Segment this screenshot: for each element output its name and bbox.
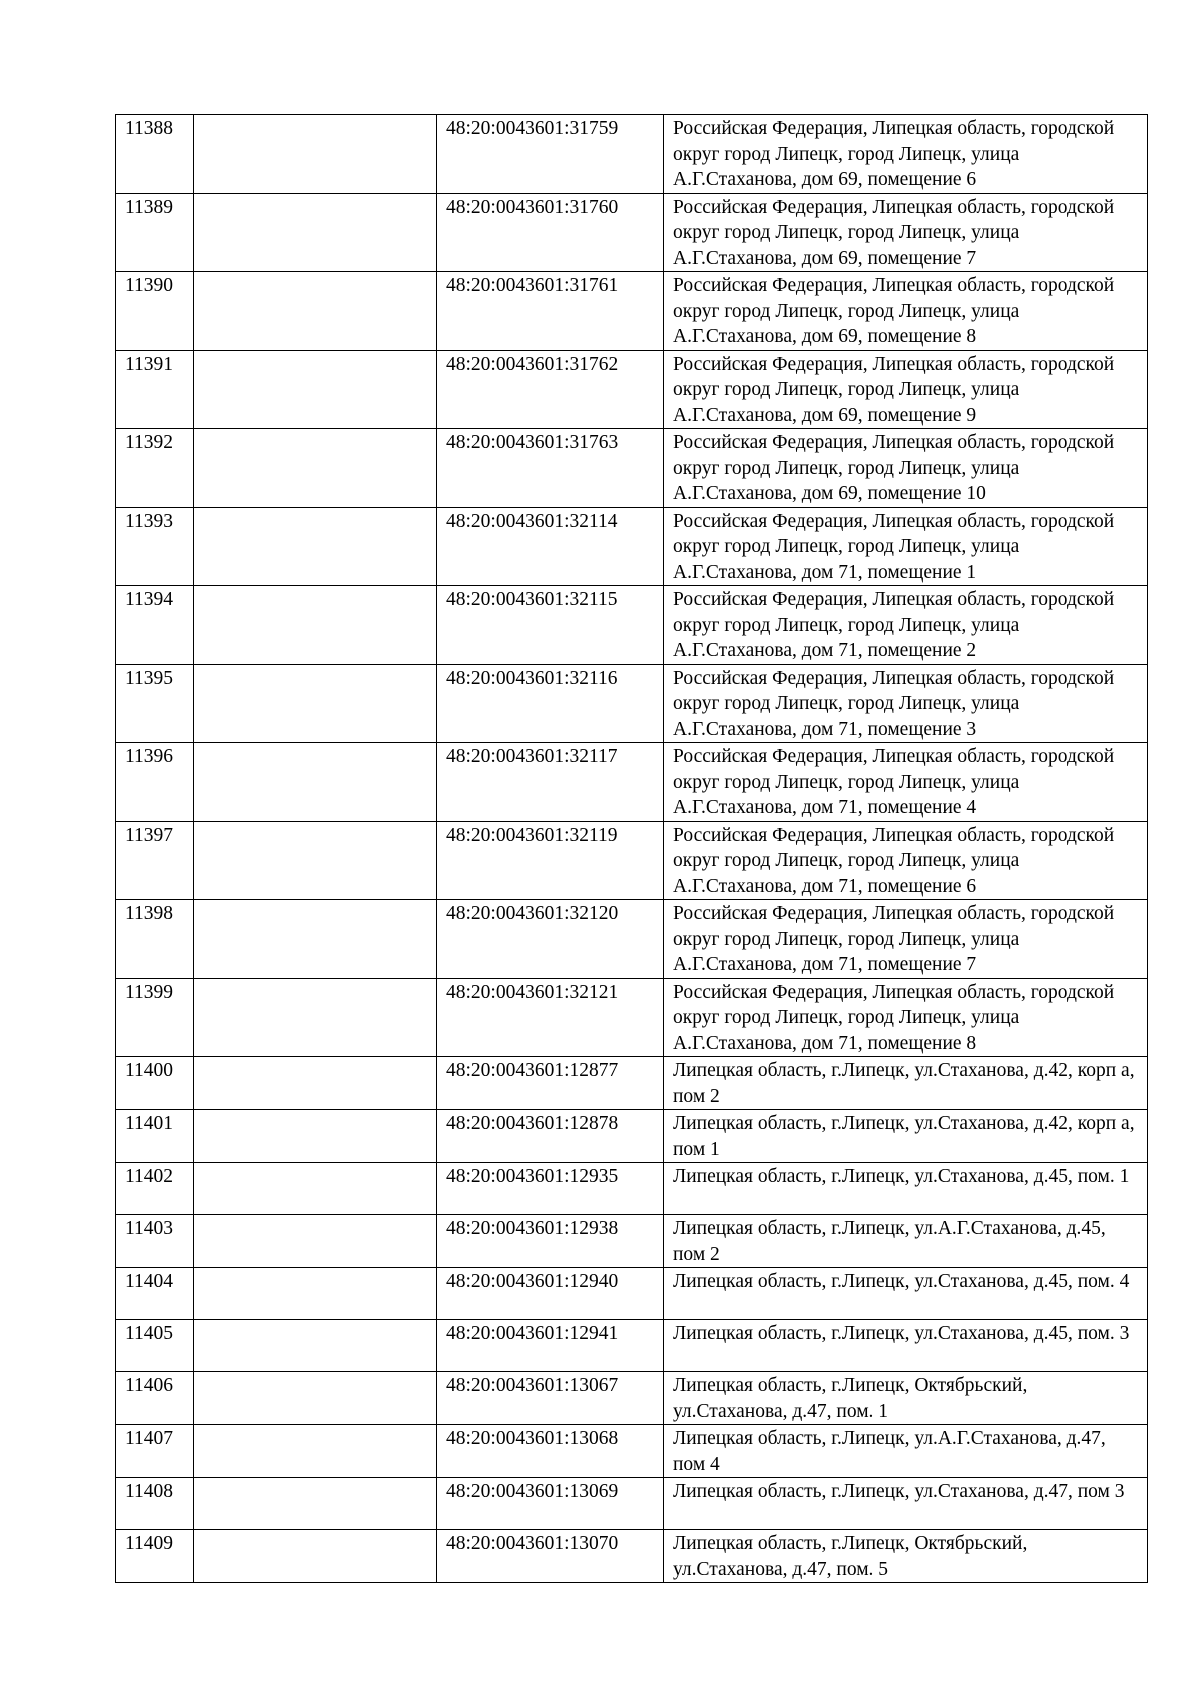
owner-cell bbox=[194, 193, 437, 272]
row-number-cell: 11394 bbox=[116, 586, 194, 665]
row-number-cell: 11404 bbox=[116, 1268, 194, 1320]
address-cell: Липецкая область, г.Липецк, ул.Стаханова, д.47, пом 3 bbox=[664, 1478, 1148, 1530]
table-row bbox=[116, 115, 1148, 194]
cadastral-number-cell: 48:20:0043601:12938 bbox=[437, 1215, 664, 1268]
table-row bbox=[116, 1478, 1148, 1530]
address-cell: Липецкая область, г.Липецк, ул.Стаханова, д.42, корп а, пом 2 bbox=[664, 1057, 1148, 1110]
table-row bbox=[116, 586, 1148, 665]
owner-cell bbox=[194, 1057, 437, 1110]
address-cell: Российская Федерация, Липецкая область, городской округ город Липецк, город Липецк, улица А.Г.Стаханова, дом 69, помещение 8 bbox=[664, 272, 1148, 351]
address-cell: Липецкая область, г.Липецк, ул.Стаханова, д.42, корп а, пом 1 bbox=[664, 1110, 1148, 1163]
cadastral-number-cell: 48:20:0043601:32117 bbox=[437, 743, 664, 822]
owner-cell bbox=[194, 978, 437, 1057]
row-number-cell: 11406 bbox=[116, 1372, 194, 1425]
cadastral-number-cell: 48:20:0043601:12877 bbox=[437, 1057, 664, 1110]
address-cell: Липецкая область, г.Липецк, ул.А.Г.Стаханова, д.45, пом 2 bbox=[664, 1215, 1148, 1268]
table-row bbox=[116, 429, 1148, 508]
address-cell: Российская Федерация, Липецкая область, городской округ город Липецк, город Липецк, улица А.Г.Стаханова, дом 71, помещение 8 bbox=[664, 978, 1148, 1057]
address-cell: Липецкая область, г.Липецк, ул.А.Г.Стаханова, д.47, пом 4 bbox=[664, 1425, 1148, 1478]
row-number-cell: 11402 bbox=[116, 1163, 194, 1215]
cadastral-number-cell: 48:20:0043601:12878 bbox=[437, 1110, 664, 1163]
cadastral-number-cell: 48:20:0043601:31762 bbox=[437, 350, 664, 429]
owner-cell bbox=[194, 1530, 437, 1583]
cadastral-number-cell: 48:20:0043601:12940 bbox=[437, 1268, 664, 1320]
row-number-cell: 11405 bbox=[116, 1320, 194, 1372]
owner-cell bbox=[194, 1163, 437, 1215]
table-row bbox=[116, 978, 1148, 1057]
cadastral-number-cell: 48:20:0043601:13070 bbox=[437, 1530, 664, 1583]
table-row bbox=[116, 1163, 1148, 1215]
address-cell: Российская Федерация, Липецкая область, городской округ город Липецк, город Липецк, улица А.Г.Стаханова, дом 69, помещение 9 bbox=[664, 350, 1148, 429]
registry-table-body bbox=[116, 115, 1148, 1583]
cadastral-number-cell: 48:20:0043601:13067 bbox=[437, 1372, 664, 1425]
address-cell: Российская Федерация, Липецкая область, городской округ город Липецк, город Липецк, улица А.Г.Стаханова, дом 71, помещение 2 bbox=[664, 586, 1148, 665]
table-row bbox=[116, 1372, 1148, 1425]
table-row bbox=[116, 1215, 1148, 1268]
row-number-cell: 11395 bbox=[116, 664, 194, 743]
cadastral-number-cell: 48:20:0043601:32119 bbox=[437, 821, 664, 900]
owner-cell bbox=[194, 272, 437, 351]
owner-cell bbox=[194, 664, 437, 743]
address-cell: Российская Федерация, Липецкая область, городской округ город Липецк, город Липецк, улица А.Г.Стаханова, дом 71, помещение 3 bbox=[664, 664, 1148, 743]
table-row bbox=[116, 1320, 1148, 1372]
row-number-cell: 11389 bbox=[116, 193, 194, 272]
row-number-cell: 11403 bbox=[116, 1215, 194, 1268]
address-cell: Российская Федерация, Липецкая область, городской округ город Липецк, город Липецк, улица А.Г.Стаханова, дом 69, помещение 6 bbox=[664, 115, 1148, 194]
cadastral-number-cell: 48:20:0043601:32120 bbox=[437, 900, 664, 979]
owner-cell bbox=[194, 1425, 437, 1478]
owner-cell bbox=[194, 1320, 437, 1372]
address-cell: Российская Федерация, Липецкая область, городской округ город Липецк, город Липецк, улица А.Г.Стаханова, дом 69, помещение 7 bbox=[664, 193, 1148, 272]
cadastral-number-cell: 48:20:0043601:32116 bbox=[437, 664, 664, 743]
row-number-cell: 11407 bbox=[116, 1425, 194, 1478]
cadastral-number-cell: 48:20:0043601:13069 bbox=[437, 1478, 664, 1530]
row-number-cell: 11397 bbox=[116, 821, 194, 900]
cadastral-number-cell: 48:20:0043601:32115 bbox=[437, 586, 664, 665]
cadastral-number-cell: 48:20:0043601:31763 bbox=[437, 429, 664, 508]
cadastral-number-cell: 48:20:0043601:13068 bbox=[437, 1425, 664, 1478]
row-number-cell: 11401 bbox=[116, 1110, 194, 1163]
address-cell: Липецкая область, г.Липецк, ул.Стаханова, д.45, пом. 4 bbox=[664, 1268, 1148, 1320]
row-number-cell: 11398 bbox=[116, 900, 194, 979]
address-cell: Липецкая область, г.Липецк, Октябрьский, ул.Стаханова, д.47, пом. 5 bbox=[664, 1530, 1148, 1583]
row-number-cell: 11388 bbox=[116, 115, 194, 194]
address-cell: Российская Федерация, Липецкая область, городской округ город Липецк, город Липецк, улица А.Г.Стаханова, дом 71, помещение 7 bbox=[664, 900, 1148, 979]
table-row bbox=[116, 743, 1148, 822]
owner-cell bbox=[194, 821, 437, 900]
table-row bbox=[116, 664, 1148, 743]
owner-cell bbox=[194, 1215, 437, 1268]
address-cell: Липецкая область, г.Липецк, ул.Стаханова, д.45, пом. 3 bbox=[664, 1320, 1148, 1372]
row-number-cell: 11396 bbox=[116, 743, 194, 822]
address-cell: Российская Федерация, Липецкая область, городской округ город Липецк, город Липецк, улица А.Г.Стаханова, дом 69, помещение 10 bbox=[664, 429, 1148, 508]
owner-cell bbox=[194, 115, 437, 194]
table-row bbox=[116, 1425, 1148, 1478]
table-row bbox=[116, 193, 1148, 272]
row-number-cell: 11393 bbox=[116, 507, 194, 586]
address-cell: Российская Федерация, Липецкая область, городской округ город Липецк, город Липецк, улица А.Г.Стаханова, дом 71, помещение 4 bbox=[664, 743, 1148, 822]
cadastral-number-cell: 48:20:0043601:31760 bbox=[437, 193, 664, 272]
table-row bbox=[116, 507, 1148, 586]
owner-cell bbox=[194, 1372, 437, 1425]
owner-cell bbox=[194, 507, 437, 586]
table-row bbox=[116, 350, 1148, 429]
table-row bbox=[116, 1268, 1148, 1320]
owner-cell bbox=[194, 1478, 437, 1530]
table-row bbox=[116, 1110, 1148, 1163]
cadastral-number-cell: 48:20:0043601:12935 bbox=[437, 1163, 664, 1215]
row-number-cell: 11391 bbox=[116, 350, 194, 429]
table-row bbox=[116, 1530, 1148, 1583]
cadastral-number-cell: 48:20:0043601:31759 bbox=[437, 115, 664, 194]
cadastral-number-cell: 48:20:0043601:32121 bbox=[437, 978, 664, 1057]
table-row bbox=[116, 1057, 1148, 1110]
cadastral-number-cell: 48:20:0043601:32114 bbox=[437, 507, 664, 586]
owner-cell bbox=[194, 429, 437, 508]
row-number-cell: 11409 bbox=[116, 1530, 194, 1583]
owner-cell bbox=[194, 1110, 437, 1163]
registry-table bbox=[115, 114, 1148, 1583]
address-cell: Российская Федерация, Липецкая область, городской округ город Липецк, город Липецк, улица А.Г.Стаханова, дом 71, помещение 6 bbox=[664, 821, 1148, 900]
table-row bbox=[116, 821, 1148, 900]
cadastral-number-cell: 48:20:0043601:12941 bbox=[437, 1320, 664, 1372]
table-row bbox=[116, 900, 1148, 979]
address-cell: Липецкая область, г.Липецк, ул.Стаханова, д.45, пом. 1 bbox=[664, 1163, 1148, 1215]
row-number-cell: 11408 bbox=[116, 1478, 194, 1530]
owner-cell bbox=[194, 900, 437, 979]
row-number-cell: 11400 bbox=[116, 1057, 194, 1110]
owner-cell bbox=[194, 350, 437, 429]
row-number-cell: 11392 bbox=[116, 429, 194, 508]
row-number-cell: 11390 bbox=[116, 272, 194, 351]
cadastral-number-cell: 48:20:0043601:31761 bbox=[437, 272, 664, 351]
owner-cell bbox=[194, 586, 437, 665]
row-number-cell: 11399 bbox=[116, 978, 194, 1057]
address-cell: Липецкая область, г.Липецк, Октябрьский, ул.Стаханова, д.47, пом. 1 bbox=[664, 1372, 1148, 1425]
owner-cell bbox=[194, 1268, 437, 1320]
table-row bbox=[116, 272, 1148, 351]
address-cell: Российская Федерация, Липецкая область, городской округ город Липецк, город Липецк, улица А.Г.Стаханова, дом 71, помещение 1 bbox=[664, 507, 1148, 586]
owner-cell bbox=[194, 743, 437, 822]
